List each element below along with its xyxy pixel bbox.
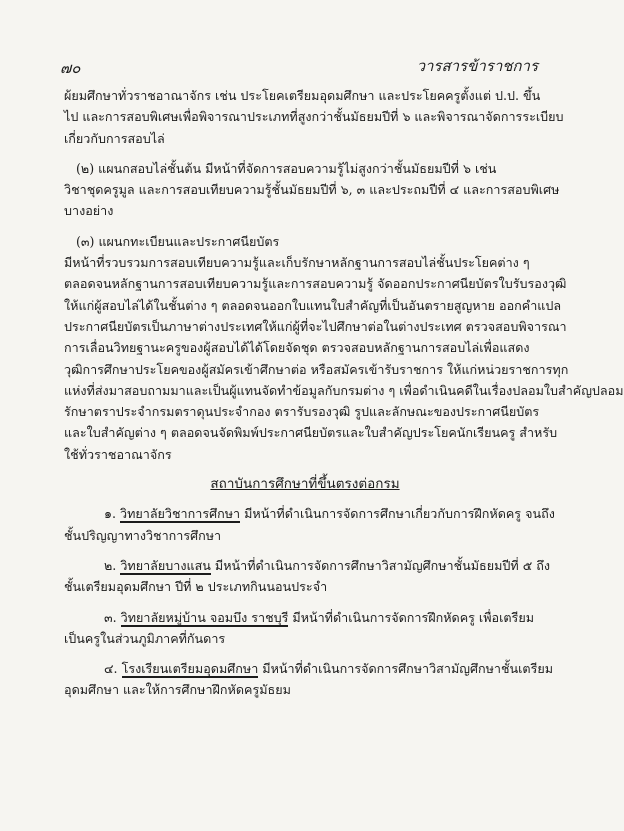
institution-number: ๒.: [104, 557, 117, 573]
institution-2: [64, 555, 551, 576]
item-3-line: ตลอดจนหลักฐานการสอบเทียบความรู้และการสอบความรู้ จัดออกประกาศนียบัตรใบรับรองวุฒิ: [64, 276, 567, 292]
institution-4-cont: อุดมศึกษา และให้การศึกษาฝึกหัดครูมัธยม: [64, 682, 291, 698]
institution-2-cont: ชั้นเตรียมอุดมศึกษา ปีที่ ๒ ประเภทกินนอนประจำ: [64, 579, 328, 595]
institution-name: วิทยาลัยวิชาการศึกษา: [120, 506, 241, 522]
item-3-line: ใช้ทั่วราชอาณาจักร: [64, 446, 172, 462]
institution-desc: มีหน้าที่ดำเนินการจัดการศึกษาวิสามัญศึกษาชั้นมัธยมปีที่ ๕ ถึง: [214, 557, 551, 573]
institution-1-cont: ชั้นปริญญาทางวิชาการศึกษา: [64, 527, 222, 543]
institution-number: ๔.: [104, 661, 118, 677]
item-3-line: แห่งที่ส่งมาสอบถามมาและเป็นผู้แทนจัดทำข้อมูลกับกรมต่าง ๆ เพื่อดำเนินคดีในเรื่องปลอมใบสำคัญปลอม: [64, 382, 624, 398]
institution-desc: มีหน้าที่ดำเนินการจัดการศึกษาเกี่ยวกับการฝึกหัดครู จนถึง: [244, 506, 555, 522]
institution-3-cont: เป็นครูในส่วนภูมิภาคที่กันดาร: [64, 630, 226, 646]
running-head: วารสารข้าราชการ: [416, 57, 538, 75]
section-heading-text: สถาบันการศึกษาที่ขึ้นตรงต่อกรม: [210, 476, 400, 493]
page-number: ๗๐: [60, 59, 81, 77]
body-text: [64, 85, 624, 701]
paragraph-line: เกี่ยวกับการสอบไล่: [64, 130, 165, 146]
item-3-line: วุฒิการศึกษาประโยคของผู้สมัครเข้าศึกษาต่อ หรือสมัครเข้ารับราชการ ให้แก่หน่วยราชการทุก: [64, 361, 569, 377]
paragraph-line: ไป และการสอบพิเศษเพื่อพิจารณาประเภทที่สูงกว่าชั้นมัธยมปีที่ ๖ และพิจารณาจัดการระเบียบ: [64, 109, 564, 125]
institution-desc: มีหน้าที่ดำเนินการจัดการศึกษาวิสามัญศึกษาชั้นเตรียม: [262, 661, 554, 677]
institution-name: วิทยาลัยบางแสน: [120, 557, 211, 573]
paragraph-line: ผ้ยมศึกษาทั่วราชอาณาจักร เช่น ประโยคเตรียมอุดมศึกษา และประโยคครูตั้งแต่ ป.ป. ขึ้น: [64, 88, 541, 103]
item-3-line: มีหน้าที่รวบรวมการสอบเทียบความรู้และเก็บรักษาหลักฐานการสอบไล่ชั้นประโยคต่าง ๆ: [64, 255, 530, 271]
institution-3: [64, 607, 546, 628]
section-heading: [64, 474, 546, 495]
item-2-line: บางอย่าง: [64, 203, 114, 219]
item-3-line: ให้แก่ผู้สอบไล่ได้ในชั้นต่าง ๆ ตลอดจนออกใบแทนใบสำคัญที่เป็นอันตรายสูญหาย ออกคำแปล: [64, 297, 562, 313]
institution-name: วิทยาลัยหมู่บ้าน จอมบึง ราชบุรี: [120, 609, 289, 625]
institution-4: [64, 658, 554, 679]
institution-number: ๓.: [104, 609, 117, 625]
institution-1: [64, 503, 555, 524]
item-2-line: วิชาชุดครูมูล และการสอบเทียบความรู้ชั้นมัธยมปีที่ ๖, ๓ และประถมปีที่ ๔ และการสอบพิเศษ: [64, 182, 560, 198]
institution-name: โรงเรียนเตรียมอุดมศึกษา: [121, 661, 259, 677]
item-3-line: รักษาตราประจำกรมตราดุนประจำกอง ตรารับรองวุฒิ รูปและลักษณะของประกาศนียบัตร: [64, 404, 540, 420]
institution-desc: มีหน้าที่ดำเนินการจัดการฝึกหัดครู เพื่อเตรียม: [292, 609, 535, 625]
item-3-line: ประกาศนียบัตรเป็นภาษาต่างประเทศให้แก่ผู้ที่จะไปศึกษาต่อในต่างประเทศ ตรวจสอบพิจารณา: [64, 318, 567, 334]
item-3-heading: (๓) แผนกทะเบียนและประกาศนียบัตร: [76, 233, 280, 249]
item-3-line: และใบสำคัญต่าง ๆ ตลอดจนจัดพิมพ์ประกาศนียบัตรและใบสำคัญประโยคนักเรียนครู สำหรับ: [64, 425, 558, 441]
item-2-line: (๒) แผนกสอบไล่ชั้นต้น มีหน้าที่จัดการสอบความรู้ไม่สูงกว่าชั้นมัธยมปีที่ ๖ เช่น: [76, 160, 497, 176]
item-3-line: การเลื่อนวิทยฐานะครูของผู้สอบได้ได้โดยจัดชุด ตรวจสอบหลักฐานการสอบไล่เพื่อแสดง: [64, 340, 530, 356]
institution-number: ๑.: [104, 506, 116, 522]
